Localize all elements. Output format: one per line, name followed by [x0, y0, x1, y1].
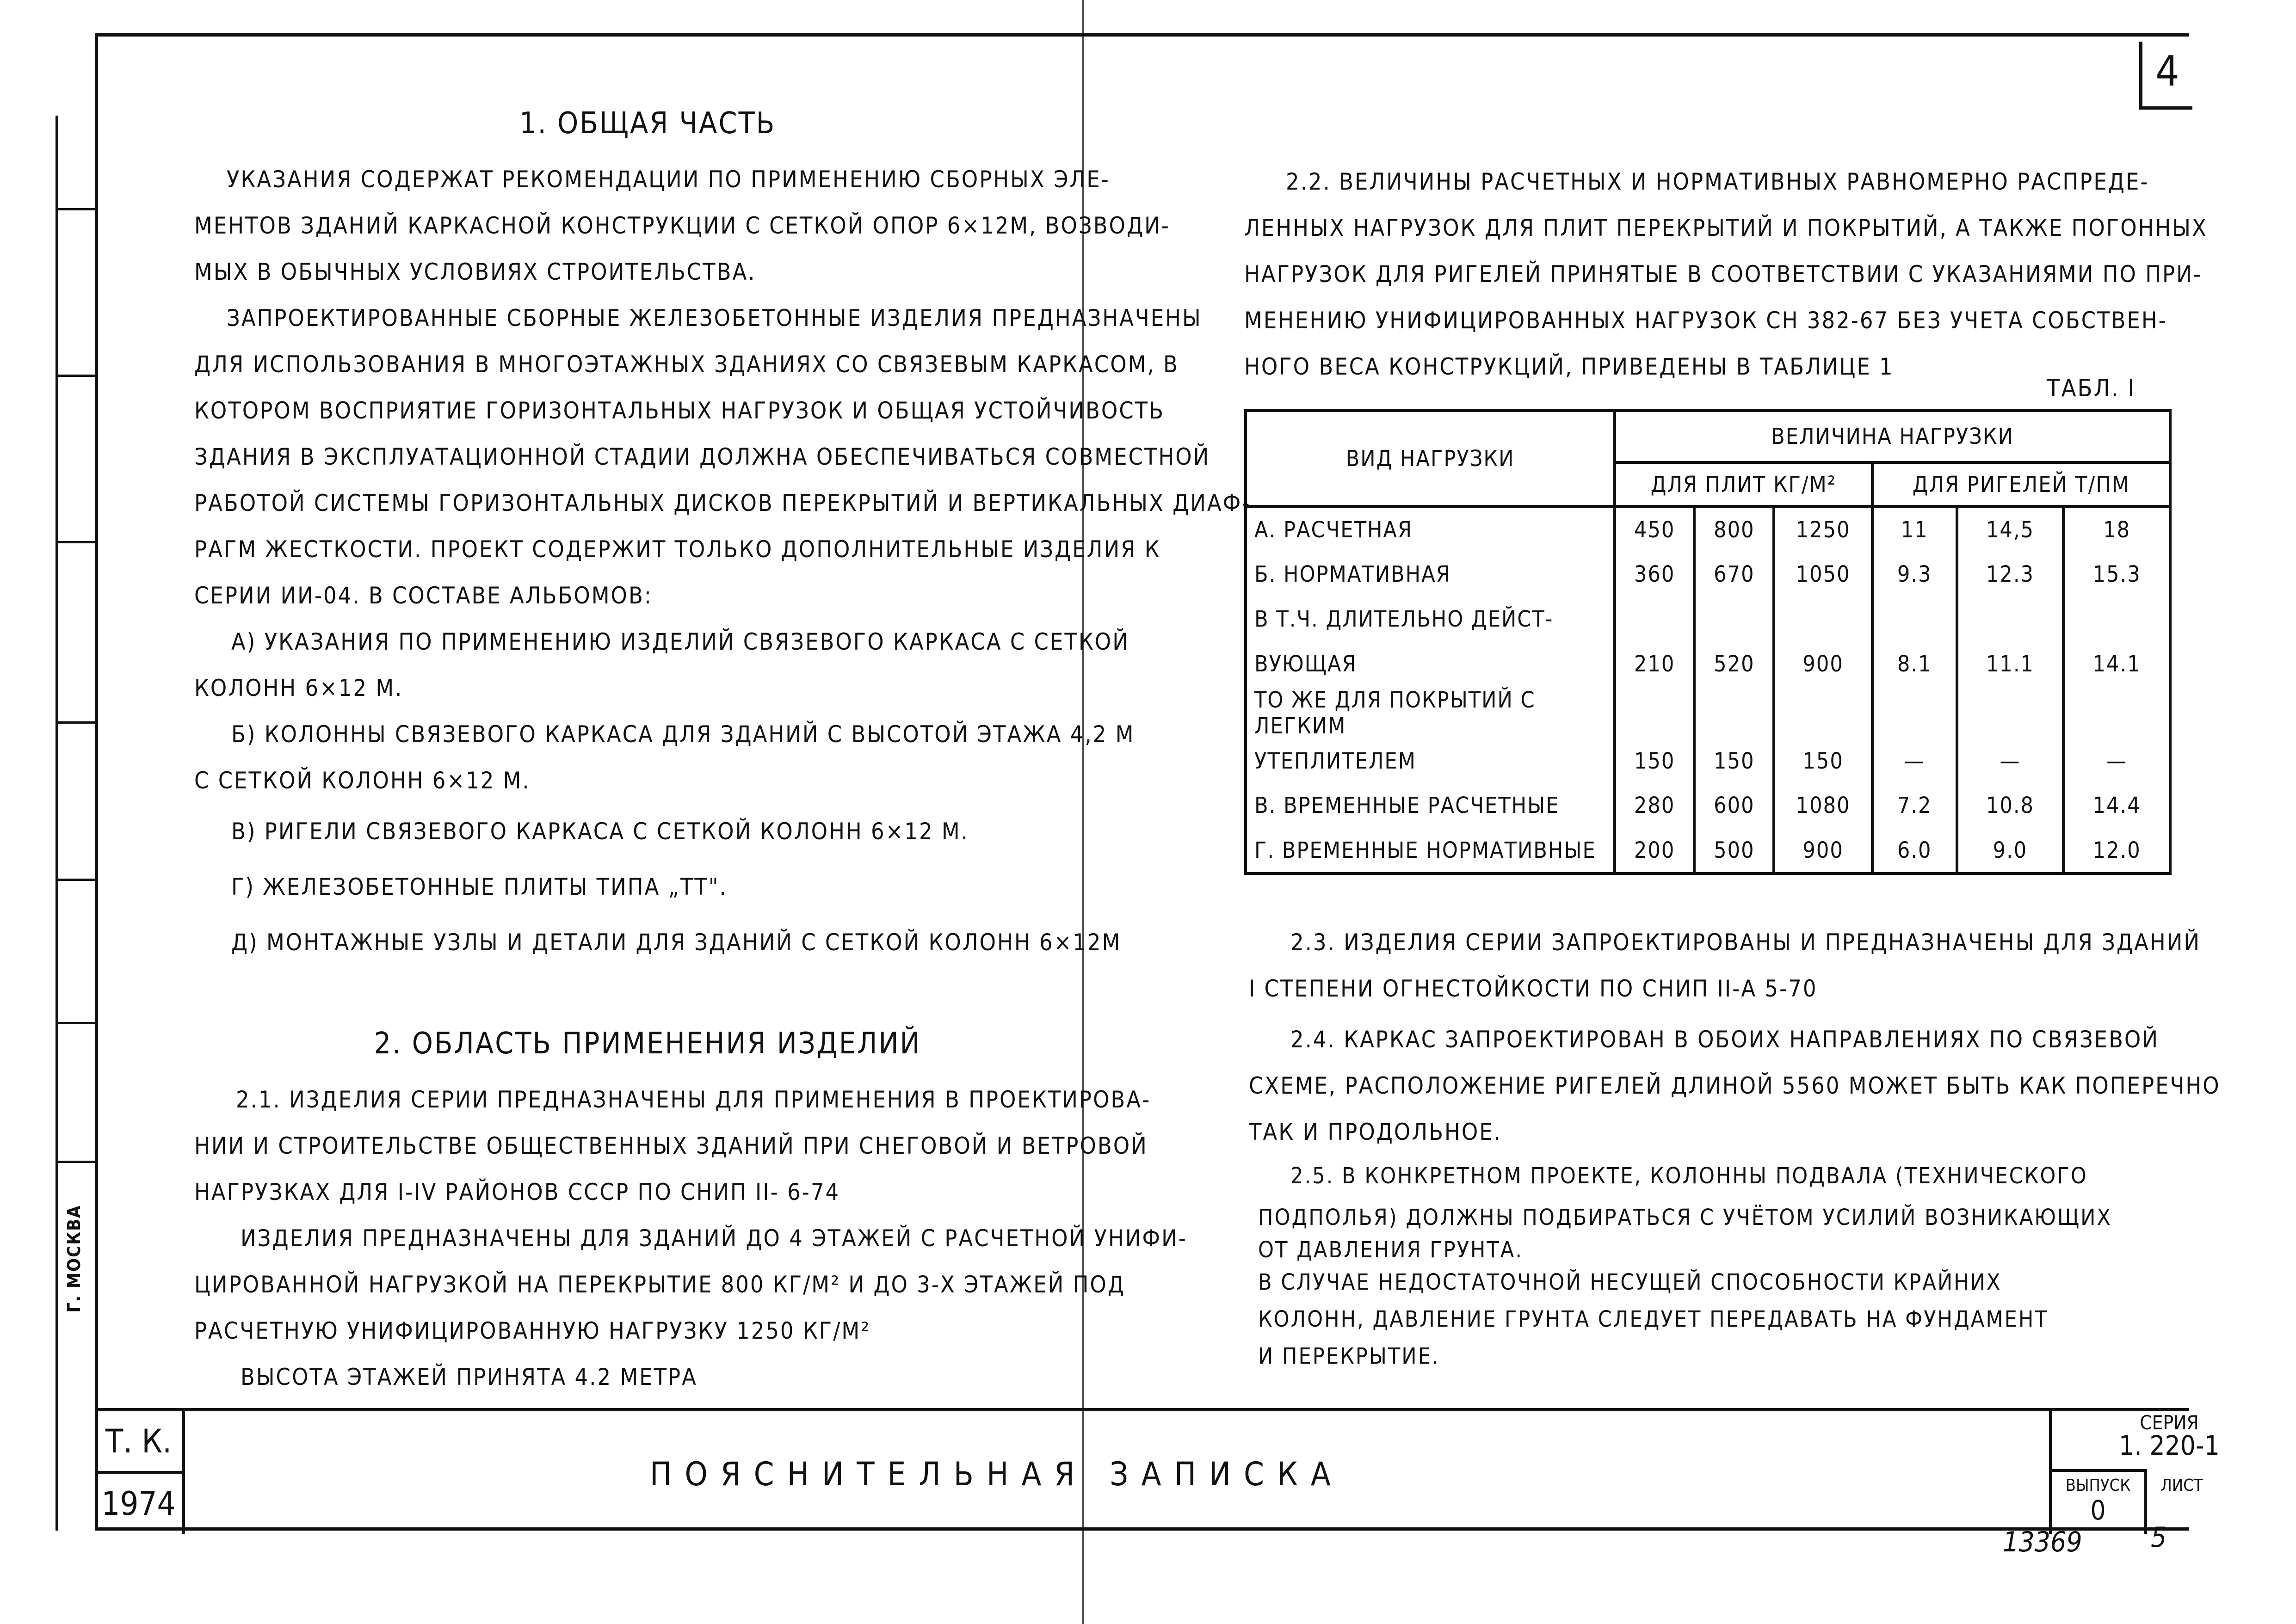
- table-cell: [1694, 597, 1774, 641]
- table-cell: 1250: [1774, 506, 1872, 552]
- s2-line: 2.1. ИЗДЕЛИЯ СЕРИИ ПРЕДНАЗНАЧЕНЫ ДЛЯ ПРИМЕНЕНИЯ В ПРОЕКТИРОВА-: [236, 1086, 1151, 1113]
- table-cell: 900: [1774, 641, 1872, 687]
- table-cell: 18: [2063, 506, 2170, 552]
- s2-line: ИЗДЕЛИЯ ПРЕДНАЗНАЧЕНЫ ДЛЯ ЗДАНИЙ ДО 4 ЭТАЖЕЙ С РАСЧЕТНОЙ УНИФИ-: [241, 1225, 1187, 1252]
- table-cell: 520: [1694, 641, 1774, 687]
- table-cell: 14.1: [2063, 641, 2170, 687]
- s1-line: В) РИГЕЛИ СВЯЗЕВОГО КАРКАСА С СЕТКОЙ КОЛОНН 6×12 М.: [231, 818, 969, 845]
- table-cell: 10.8: [1957, 783, 2064, 828]
- stamp-seria-block: [2049, 1411, 2287, 1534]
- s1-line: С СЕТКОЙ КОЛОНН 6×12 М.: [194, 767, 531, 794]
- p23-line: I СТЕПЕНИ ОГНЕСТОЙКОСТИ ПО СНИП II-А 5-70: [1249, 975, 1818, 1002]
- table-cell: 600: [1694, 783, 1774, 828]
- table-cell: [1957, 687, 2064, 739]
- table-row-label: А. РАСЧЕТНАЯ: [1246, 506, 1615, 552]
- table-row-label: В. ВРЕМЕННЫЕ РАСЧЕТНЫЕ: [1246, 783, 1615, 828]
- table-cell: 150: [1694, 739, 1774, 783]
- p22-line: НОГО ВЕСА КОНСТРУКЦИЙ, ПРИВЕДЕНЫ В ТАБЛИЦЕ 1: [1244, 353, 1894, 380]
- table-row-label: В Т.Ч. ДЛИТЕЛЬНО ДЕЙСТ-: [1246, 597, 1615, 641]
- table-cell: 7.2: [1872, 783, 1957, 828]
- s2-line: ЦИРОВАННОЙ НАГРУЗКОЙ НА ПЕРЕКРЫТИЕ 800 КГ/М² И ДО 3-Х ЭТАЖЕЙ ПОД: [194, 1271, 1125, 1298]
- s2-line: РАСЧЕТНУЮ УНИФИЦИРОВАННУЮ НАГРУЗКУ 1250 КГ/М²: [194, 1317, 871, 1344]
- table-cell: 6.0: [1872, 828, 1957, 874]
- s1-line: РАБОТОЙ СИСТЕМЫ ГОРИЗОНТАЛЬНЫХ ДИСКОВ ПЕРЕКРЫТИЙ И ВЕРТИКАЛЬНЫХ ДИАФ-: [194, 490, 1251, 517]
- table-cell: 12.3: [1957, 552, 2064, 597]
- table-row: [1246, 597, 2170, 641]
- s2-line: ВЫСОТА ЭТАЖЕЙ ПРИНЯТА 4.2 МЕТРА: [241, 1364, 697, 1390]
- s1-line: РАГМ ЖЕСТКОСТИ. ПРОЕКТ СОДЕРЖИТ ТОЛЬКО ДОПОЛНИТЕЛЬНЫЕ ИЗДЕЛИЯ К: [194, 536, 1161, 563]
- table-cell: 150: [1615, 739, 1694, 783]
- stamp-title: ПОЯСНИТЕЛЬНАЯ ЗАПИСКА: [650, 1455, 1344, 1493]
- table-cell: 900: [1774, 828, 1872, 874]
- table-row: [1246, 739, 2170, 783]
- table-cell: 150: [1774, 739, 1872, 783]
- table-cell: [1694, 687, 1774, 739]
- p22-line: НАГРУЗОК ДЛЯ РИГЕЛЕЙ ПРИНЯТЫЕ В СООТВЕТСТВИИ С УКАЗАНИЯМИ ПО ПРИ-: [1244, 261, 2203, 288]
- table-cell: 1050: [1774, 552, 1872, 597]
- p25-line: В СЛУЧАЕ НЕДОСТАТОЧНОЙ НЕСУЩЕЙ СПОСОБНОСТИ КРАЙНИХ: [1258, 1269, 2002, 1295]
- page-number: 5: [2151, 1521, 2167, 1554]
- stamp-org: Т. К.: [95, 1411, 185, 1474]
- table-cell: 11: [1872, 506, 1957, 552]
- table-row-label: Б. НОРМАТИВНАЯ: [1246, 552, 1615, 597]
- list-label: ЛИСТ: [2160, 1476, 2203, 1495]
- table-row-label: ВУЮЩАЯ: [1246, 641, 1615, 687]
- s1-line: Г) ЖЕЛЕЗОБЕТОННЫЕ ПЛИТЫ ТИПА „ТТ".: [231, 874, 728, 900]
- p22-line: МЕНЕНИЮ УНИФИЦИРОВАННЫХ НАГРУЗОК СН 382-67 БЕЗ УЧЕТА СОБСТВЕН-: [1244, 307, 2167, 334]
- table-row: [1246, 506, 2170, 552]
- p25-line: КОЛОНН, ДАВЛЕНИЕ ГРУНТА СЛЕДУЕТ ПЕРЕДАВАТЬ НА ФУНДАМЕНТ: [1258, 1306, 2049, 1332]
- table-row: [1246, 828, 2170, 874]
- table-cell: 12.0: [2063, 828, 2170, 874]
- seria-divider: [2052, 1469, 2144, 1472]
- table-cell: 9.3: [1872, 552, 1957, 597]
- table-row-label: УТЕПЛИТЕЛЕМ: [1246, 739, 1615, 783]
- table-cell: [1774, 687, 1872, 739]
- p23-line: 2.3. ИЗДЕЛИЯ СЕРИИ ЗАПРОЕКТИРОВАНЫ И ПРЕДНАЗНАЧЕНЫ ДЛЯ ЗДАНИЙ: [1290, 929, 2201, 956]
- sheet-number: 4: [2139, 42, 2192, 110]
- table-cell: 200: [1615, 828, 1694, 874]
- table-cell: 11.1: [1957, 641, 2064, 687]
- table-cell: [1615, 597, 1694, 641]
- s2-line: НИИ И СТРОИТЕЛЬСТВЕ ОБЩЕСТВЕННЫХ ЗДАНИЙ ПРИ СНЕГОВОЙ И ВЕТРОВОЙ: [194, 1132, 1148, 1159]
- table-cell: [1872, 597, 1957, 641]
- vypusk-value: 0: [2090, 1495, 2106, 1526]
- seria-value: 1. 220-1: [2119, 1430, 2220, 1461]
- table-cell: 14.4: [2063, 783, 2170, 828]
- inventory-number: 13369: [2003, 1526, 2082, 1558]
- s1-line: ДЛЯ ИСПОЛЬЗОВАНИЯ В МНОГОЭТАЖНЫХ ЗДАНИЯХ СО СВЯЗЕВЫМ КАРКАСОМ, В: [194, 351, 1179, 378]
- table-cell: [2063, 597, 2170, 641]
- table-cell: 670: [1694, 552, 1774, 597]
- table-cell: —: [1957, 739, 2064, 783]
- s1-line: ЗДАНИЯ В ЭКСПЛУАТАЦИОННОЙ СТАДИИ ДОЛЖНА ОБЕСПЕЧИВАТЬСЯ СОВМЕСТНОЙ: [194, 443, 1210, 470]
- section2-title: 2. ОБЛАСТЬ ПРИМЕНЕНИЯ ИЗДЕЛИЙ: [374, 1027, 921, 1061]
- table-body: [1246, 506, 2170, 874]
- s1-line: КОЛОНН 6×12 М.: [194, 675, 403, 701]
- p25-line: ПОДПОЛЬЯ) ДОЛЖНЫ ПОДБИРАТЬСЯ С УЧЁТОМ УСИЛИЙ ВОЗНИКАЮЩИХ: [1258, 1205, 2112, 1230]
- vypusk-label: ВЫПУСК: [2065, 1476, 2131, 1495]
- table-cell: 9.0: [1957, 828, 2064, 874]
- s2-line: НАГРУЗКАХ ДЛЯ I-IV РАЙОНОВ СССР ПО СНИП II- 6-74: [194, 1179, 840, 1206]
- table-cell: [1615, 687, 1694, 739]
- p25-line: И ПЕРЕКРЫТИЕ.: [1258, 1343, 1440, 1369]
- p25-line: 2.5. В КОНКРЕТНОМ ПРОЕКТЕ, КОЛОННЫ ПОДВАЛА (ТЕХНИЧЕСКОГО: [1290, 1163, 2088, 1189]
- s1-line: УКАЗАНИЯ СОДЕРЖАТ РЕКОМЕНДАЦИИ ПО ПРИМЕНЕНИЮ СБОРНЫХ ЭЛЕ-: [227, 166, 1110, 193]
- table-cell: 280: [1615, 783, 1694, 828]
- table-cell: 500: [1694, 828, 1774, 874]
- table-row-label: ТО ЖЕ ДЛЯ ПОКРЫТИЙ С ЛЕГКИМ: [1246, 687, 1615, 739]
- p22-line: ЛЕННЫХ НАГРУЗОК ДЛЯ ПЛИТ ПЕРЕКРЫТИЙ И ПОКРЫТИЙ, А ТАКЖЕ ПОГОННЫХ: [1244, 215, 2208, 241]
- table-head-plates: ДЛЯ ПЛИТ КГ/М²: [1615, 462, 1872, 506]
- table-head-beams: ДЛЯ РИГЕЛЕЙ Т/ПМ: [1872, 462, 2170, 506]
- table-cell: 450: [1615, 506, 1694, 552]
- table-cell: [2063, 687, 2170, 739]
- p24-line: 2.4. КАРКАС ЗАПРОЕКТИРОВАН В ОБОИХ НАПРАВЛЕНИЯХ ПО СВЯЗЕВОЙ: [1290, 1026, 2159, 1053]
- table-cell: 360: [1615, 552, 1694, 597]
- table-cell: 1080: [1774, 783, 1872, 828]
- table-cell: —: [2063, 739, 2170, 783]
- table-cell: [1872, 687, 1957, 739]
- title-block: [95, 1408, 2220, 1534]
- p24-line: ТАК И ПРОДОЛЬНОЕ.: [1249, 1119, 1502, 1145]
- table-row: [1246, 783, 2170, 828]
- table-cell: 8.1: [1872, 641, 1957, 687]
- s1-line: КОТОРОМ ВОСПРИЯТИЕ ГОРИЗОНТАЛЬНЫХ НАГРУЗОК И ОБЩАЯ УСТОЙЧИВОСТЬ: [194, 397, 1165, 424]
- table-cell: 210: [1615, 641, 1694, 687]
- p25-line: ОТ ДАВЛЕНИЯ ГРУНТА.: [1258, 1237, 1524, 1263]
- table-head-value: ВЕЛИЧИНА НАГРУЗКИ: [1615, 411, 2170, 462]
- loads-table: [1244, 409, 2172, 875]
- p24-line: СХЕМЕ, РАСПОЛОЖЕНИЕ РИГЕЛЕЙ ДЛИНОЙ 5560 МОЖЕТ БЫТЬ КАК ПОПЕРЕЧНО: [1249, 1072, 2221, 1099]
- table-row: [1246, 641, 2170, 687]
- s1-line: ЗАПРОЕКТИРОВАННЫЕ СБОРНЫЕ ЖЕЛЕЗОБЕТОННЫЕ ИЗДЕЛИЯ ПРЕДНАЗНАЧЕНЫ: [227, 305, 1202, 332]
- s1-line: Д) МОНТАЖНЫЕ УЗЛЫ И ДЕТАЛИ ДЛЯ ЗДАНИЙ С СЕТКОЙ КОЛОНН 6×12М: [231, 929, 1122, 956]
- table-row-label: Г. ВРЕМЕННЫЕ НОРМАТИВНЫЕ: [1246, 828, 1615, 874]
- table-cell: 800: [1694, 506, 1774, 552]
- table-head-kind: ВИД НАГРУЗКИ: [1246, 411, 1615, 506]
- s1-line: МЕНТОВ ЗДАНИЙ КАРКАСНОЙ КОНСТРУКЦИИ С СЕТКОЙ ОПОР 6×12М, ВОЗВОДИ-: [194, 212, 1170, 239]
- s1-line: СЕРИИ ИИ-04. В СОСТАВЕ АЛЬБОМОВ:: [194, 582, 653, 609]
- table-label: ТАБЛ. I: [2047, 375, 2136, 402]
- table-cell: [1774, 597, 1872, 641]
- table-row: [1246, 552, 2170, 597]
- table-cell: 14,5: [1957, 506, 2064, 552]
- s1-line: Б) КОЛОННЫ СВЯЗЕВОГО КАРКАСА ДЛЯ ЗДАНИЙ С ВЫСОТОЙ ЭТАЖА 4,2 М: [231, 721, 1135, 748]
- seria-label: СЕРИЯ: [2140, 1411, 2199, 1434]
- s1-line: МЫХ В ОБЫЧНЫХ УСЛОВИЯХ СТРОИТЕЛЬСТВА.: [194, 258, 756, 285]
- table-cell: [1957, 597, 2064, 641]
- section1-title: 1. ОБЩАЯ ЧАСТЬ: [519, 106, 776, 141]
- stamp-year: 1974: [95, 1471, 185, 1534]
- p22-line: 2.2. ВЕЛИЧИНЫ РАСЧЕТНЫХ И НОРМАТИВНЫХ РАВНОМЕРНО РАСПРЕДЕ-: [1286, 168, 2149, 195]
- table-cell: —: [1872, 739, 1957, 783]
- margin-org-label: Г. МОСКВА: [64, 1205, 84, 1313]
- table-row: [1246, 687, 2170, 739]
- table-cell: 15.3: [2063, 552, 2170, 597]
- s1-line: А) УКАЗАНИЯ ПО ПРИМЕНЕНИЮ ИЗДЕЛИЙ СВЯЗЕВОГО КАРКАСА С СЕТКОЙ: [231, 628, 1129, 655]
